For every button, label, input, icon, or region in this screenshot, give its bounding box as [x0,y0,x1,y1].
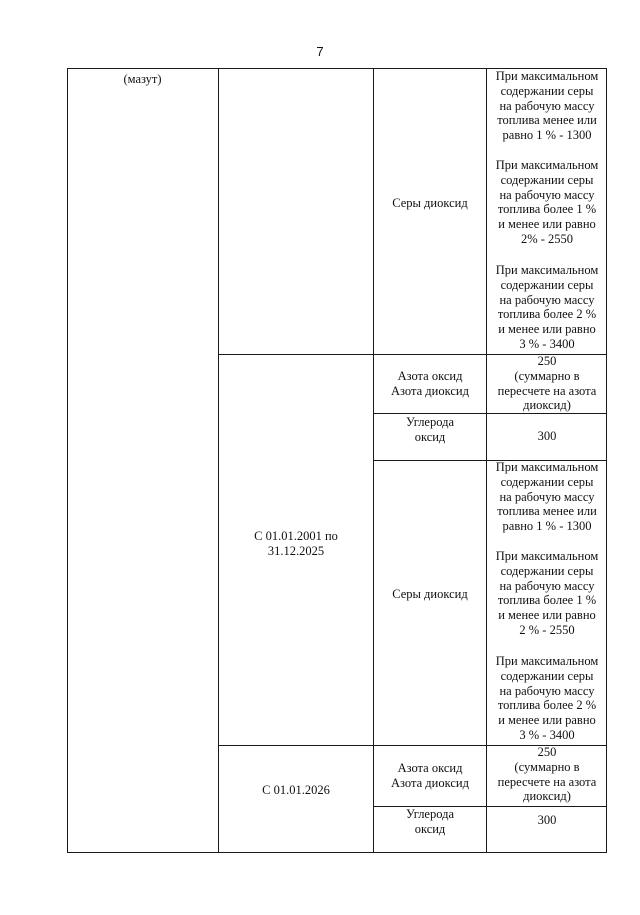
sulfur-limit-line: равно 1 % - 1300 [502,519,592,534]
sulfur-limit-line: и менее или равно [498,713,596,728]
nox-limit-line: (суммарно в [514,368,580,383]
sulfur-limit-line: топлива более 1 % [497,202,597,217]
nox-limit-line: диоксид) [523,789,571,804]
sulfur-limit-line: содержании серы [500,83,594,98]
sulfur-limit-block [488,263,606,352]
sulfur-limit-line: топлива более 2 % [497,698,597,713]
sulfur-limit-line: на рабочую массу [499,292,595,307]
substance-cell [375,415,485,445]
sulfur-limit-block [488,549,606,638]
page-number: 7 [316,44,324,59]
fuel-type-cell: (мазут) [123,72,162,86]
substance-cell [375,761,485,791]
sulfur-limit-block [488,460,606,534]
sulfur-limit-line: При максимальном [495,654,599,668]
substance-cell: Серы диоксид [392,196,468,210]
sulfur-limit-line: топлива более 2 % [497,307,597,322]
sulfur-limit-line: топлива менее или [497,504,597,519]
sulfur-limit-line: 3 % - 3400 [519,727,575,742]
sulfur-limit-line: 2% - 2550 [520,231,574,246]
sulfur-limit-line: и менее или равно [498,608,596,623]
sulfur-limit-line: содержании серы [500,474,594,489]
sulfur-limit-block [488,158,606,247]
nox-limit-block [488,745,606,804]
substance-line: оксид [414,429,446,444]
sulfur-limit-line: содержании серы [500,172,594,187]
period-line: С 01.01.2001 по [254,529,338,543]
sulfur-limit-line: топлива менее или [497,113,597,128]
table-border-left [67,68,68,853]
column-divider-1 [218,68,219,853]
sulfur-limit-line: При максимальном [495,460,599,474]
sulfur-limit-line: и менее или равно [498,217,596,232]
substance-cell: Серы диоксид [392,587,468,601]
sulfur-limit-line: При максимальном [495,263,599,277]
nox-limit-line: (суммарно в [514,759,580,774]
nox-limit-line: пересчете на азота [497,774,597,789]
sulfur-limit-line: При максимальном [495,549,599,563]
sulfur-limit-block [488,654,606,743]
sulfur-limit-line: топлива более 1 % [497,593,597,608]
co-limit-cell: 300 [537,429,557,443]
substance-line: оксид [414,821,446,836]
sulfur-limit-line: При максимальном [495,158,599,172]
period-line: 31.12.2025 [267,543,325,558]
sulfur-limit-line: на рабочую массу [499,489,595,504]
sulfur-limit-line: на рабочую массу [499,187,595,202]
nox-limit-line: 250 [537,354,557,368]
sulfur-limit-line: на рабочую массу [499,578,595,593]
sulfur-limit-line: содержании серы [500,563,594,578]
substance-line: Азота оксид [397,761,463,775]
sulfur-limit-line: и менее или равно [498,322,596,337]
sulfur-limit-line: 2 % - 2550 [519,622,575,637]
nox-limit-line: 250 [537,745,557,759]
sulfur-limit-line: на рабочую массу [499,98,595,113]
nox-limit-block [488,354,606,413]
sulfur-limit-line: При максимальном [495,69,599,83]
sulfur-limit-line: равно 1 % - 1300 [502,128,592,143]
sulfur-limit-block [488,69,606,143]
substance-line: Углерода [405,807,455,821]
substance-line: Углерода [405,415,455,429]
table-border-bottom [67,852,607,853]
substance-line: Азота оксид [397,369,463,383]
nox-limit-line: пересчете на азота [497,383,597,398]
substance-cell [375,807,485,837]
period-cell [220,529,372,559]
sulfur-limit-line: на рабочую массу [499,683,595,698]
substance-line: Азота диоксид [391,383,469,398]
substance-line: Азота диоксид [391,775,469,790]
sulfur-limit-line: 3 % - 3400 [519,336,575,351]
sulfur-limit-line: содержании серы [500,277,594,292]
nox-limit-line: диоксид) [523,398,571,413]
substance-cell [375,369,485,399]
sulfur-limit-line: содержании серы [500,668,594,683]
period-cell: С 01.01.2026 [262,783,330,797]
co-limit-cell: 300 [537,813,557,827]
